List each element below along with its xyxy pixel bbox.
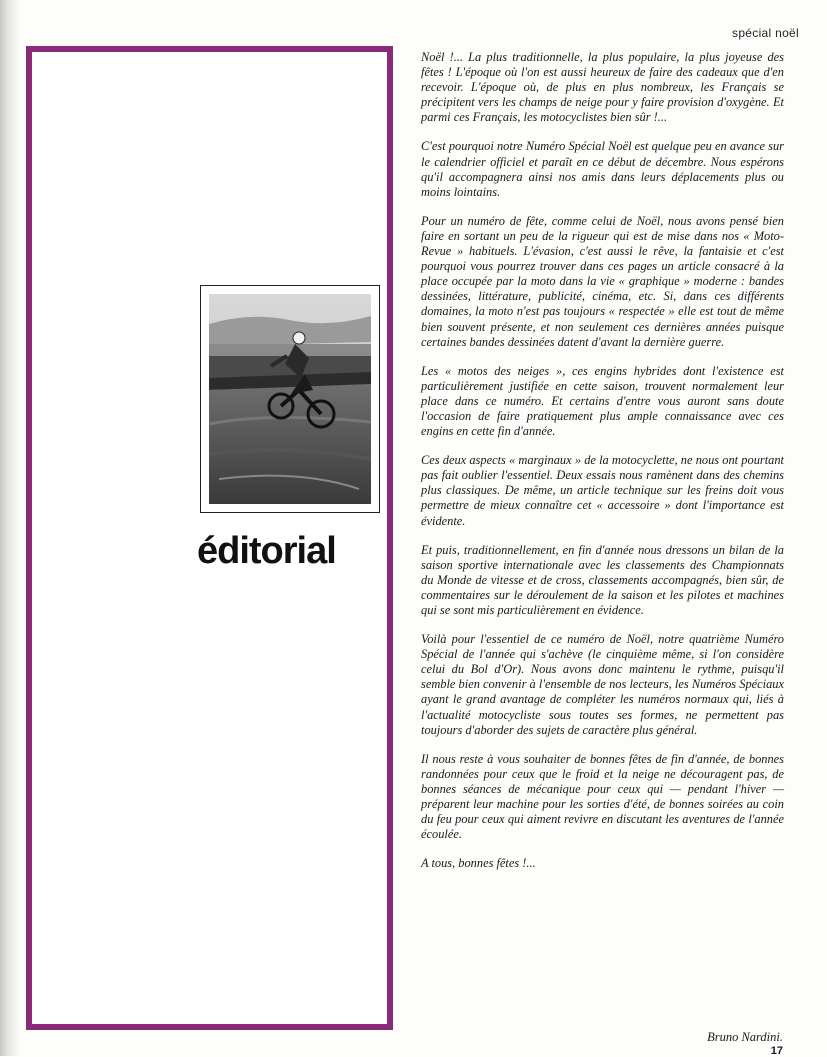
motocross-photo: [200, 285, 380, 513]
page-number: 17: [770, 1045, 783, 1057]
page-binding-shadow: [0, 0, 20, 1056]
paragraph: Noël !... La plus traditionnelle, la plus populaire, la plus joyeuse des fêtes ! L'époque où l'on est aussi heureux de faire des cadeaux que d'en recevoir. L'époque où, de plus en plus nombreux, les Français se précipitent vers les champs de neige pour y faire provision d'oxygène. Et parmi ces Français, les motocyclistes bien sûr !...: [421, 50, 784, 125]
section-header: spécial noël: [732, 26, 799, 40]
paragraph: Les « motos des neiges », ces engins hybrides dont l'existence est particulièrement justifiée en cette saison, trouvent normalement leur place dans ce numéro. Et certains d'entre vous auront sans doute l'occasion de faire pratiquement plus ample connaissance avec ces engins en cette fin d'année.: [421, 363, 784, 439]
paragraph: Ces deux aspects « marginaux » de la motocyclette, ne nous ont pourtant pas fait oublier l'essentiel. Deux essais nous ramènent dans des chemins plus classiques. De même, un article technique sur les freins doit vous permettre de mieux connaître cet « accessoire » dont l'importance est évidente.: [421, 453, 784, 528]
paragraph: Pour un numéro de fête, comme celui de Noël, nous avons pensé bien faire en sortant un peu de la rigueur qui est de mise dans nos « Moto-Revue » habituels. L'évasion, c'est aussi le rêve, la fantaisie et c'est pourquoi vous pourrez trouver dans ces pages un article consacré à la place occupée par la moto dans la vie « graphique » moderne : bandes dessinées, littérature, publicité, cinéma, etc. Si, dans ces différents domaines, la moto n'est pas toujours « respectée » elle est tout de même bien souvent présente, et non seulement ces dernières années puisque certaines bandes dessinées datent d'avant la dernière guerre.: [421, 213, 784, 349]
paragraph: Et puis, traditionnellement, en fin d'année nous dressons un bilan de la saison sportive internationale avec les classements des Championnats du Monde de vitesse et de cross, classements accompagnés, bien sûr, de commentaires sur le déroulement de la saison et les pilotes et machines qui se sont mis particulièrement en évidence.: [421, 542, 784, 617]
paragraph: Voilà pour l'essentiel de ce numéro de Noël, notre quatrième Numéro Spécial de l'année qui s'achève (le cinquième même, si l'on considère celui du Bol d'Or). Nous avons donc maintenu le rythme, puisqu'il semble bien convenir à l'ensemble de nos lecteurs, les Numéros Spéciaux ayant le grand avantage de compléter les numéros normaux qui, liés à l'actualité motocycliste sous toutes ses formes, ne permettent pas toujours d'aborder des sujets de caractère plus général.: [421, 632, 784, 737]
editorial-title: éditorial: [197, 530, 336, 572]
motocross-rider-image: [209, 294, 371, 504]
paragraph: Il nous reste à vous souhaiter de bonnes fêtes de fin d'année, de bonnes randonnées pour ceux que le froid et la neige ne découragent pas, de bonnes séances de mécanique pour ceux qui — pendant l'hiver — préparent leur machine pour les sorties d'été, de bonnes soirées au coin du feu pour ceux qui aiment revivre en discutant les aventures de l'année écoulée.: [421, 751, 784, 842]
article-body: [421, 50, 784, 885]
author-signature: Bruno Nardini.: [707, 1030, 783, 1044]
paragraph: A tous, bonnes fêtes !...: [421, 856, 536, 871]
paragraph: C'est pourquoi notre Numéro Spécial Noël est quelque peu en avance sur le calendrier officiel et paraît en ce début de décembre. Nous espérons qu'il accompagnera ainsi nos amis dans leurs déplacements plus ou moins lointains.: [421, 139, 784, 199]
